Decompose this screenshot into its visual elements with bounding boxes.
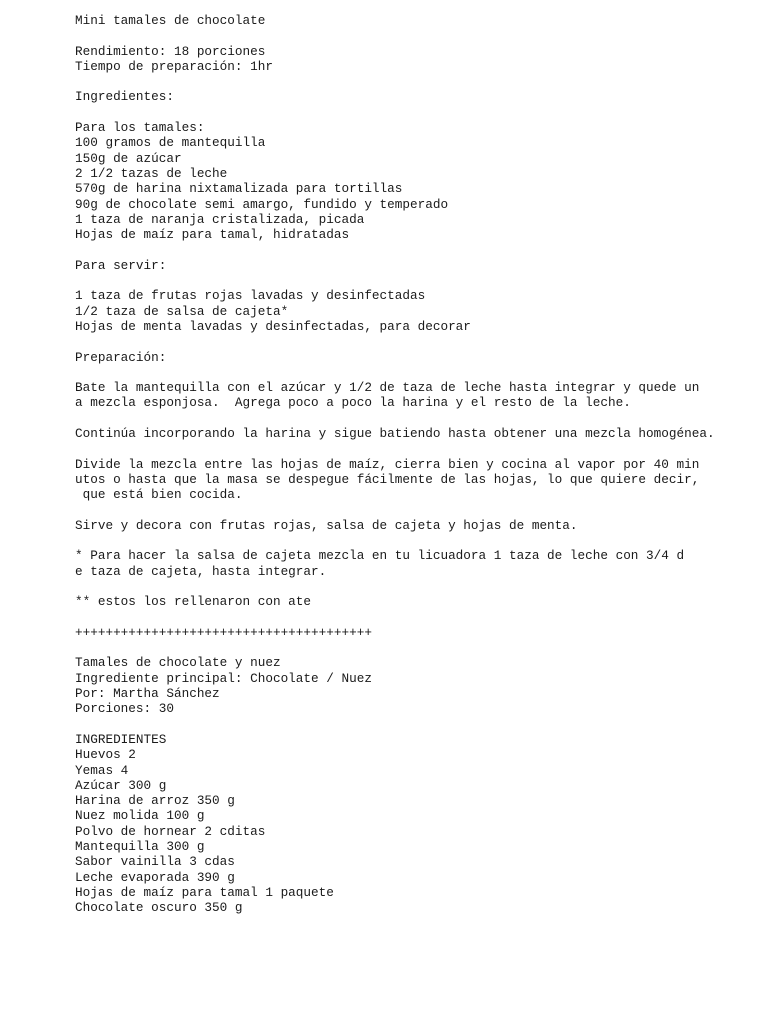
blank-line — [75, 441, 755, 456]
subsection-heading: Para servir: — [75, 257, 167, 273]
instruction-line: Divide la mezcla entre las hojas de maíz, cierra bien y cocina al vapor por 40 min — [75, 456, 700, 472]
blank-line — [75, 411, 755, 426]
ingredient-line: 90g de chocolate semi amargo, fundido y temperado — [75, 196, 449, 212]
blank-line — [75, 28, 755, 43]
second-recipe-title: Tamales de chocolate y nuez — [75, 655, 281, 671]
ingredient-line: Mantequilla 300 g — [75, 839, 205, 855]
footnote-line: * Para hacer la salsa de cajeta mezcla en tu licuadora 1 taza de leche con 3/4 d — [75, 548, 685, 564]
ingredient-line: Nuez molida 100 g — [75, 808, 205, 824]
instruction-line: Bate la mantequilla con el azúcar y 1/2 de taza de leche hasta integrar y quede un — [75, 380, 700, 396]
instruction-line: Sirve y decora con frutas rojas, salsa de cajeta y hojas de menta. — [75, 517, 578, 533]
instruction-line: que está bien cocida. — [75, 487, 243, 503]
section-heading-ingredients: Ingredientes: — [75, 89, 174, 105]
author-line: Por: Martha Sánchez — [75, 686, 220, 702]
recipe-document — [75, 13, 755, 916]
ingredient-line: 570g de harina nixtamalizada para tortillas — [75, 181, 403, 197]
blank-line — [75, 610, 755, 625]
blank-line — [75, 503, 755, 518]
section-heading-preparation: Preparación: — [75, 349, 167, 365]
ingredient-line: 2 1/2 tazas de leche — [75, 165, 228, 181]
blank-line — [75, 105, 755, 120]
ingredient-line: 150g de azúcar — [75, 150, 182, 166]
instruction-line: Continúa incorporando la harina y sigue batiendo hasta obtener una mezcla homogénea. — [75, 426, 715, 442]
ingredient-line: Hojas de maíz para tamal 1 paquete — [75, 884, 334, 900]
section-heading-ingredients: INGREDIENTES — [75, 731, 167, 747]
ingredient-line: Leche evaporada 390 g — [75, 869, 235, 885]
footnote-line: e taza de cajeta, hasta integrar. — [75, 563, 327, 579]
blank-line — [75, 334, 755, 349]
ingredient-line: Yemas 4 — [75, 762, 129, 778]
instruction-line: utos o hasta que la masa se despegue fácilmente de las hojas, lo que quiere decir, — [75, 471, 700, 487]
blank-line — [75, 579, 755, 594]
yield-line: Rendimiento: 18 porciones — [75, 43, 266, 59]
ingredient-line: Polvo de hornear 2 cditas — [75, 823, 266, 839]
servings-line: Porciones: 30 — [75, 701, 174, 717]
ingredient-line: 100 gramos de mantequilla — [75, 135, 266, 151]
prep-time-line: Tiempo de preparación: 1hr — [75, 58, 273, 74]
ingredient-line: Huevos 2 — [75, 747, 136, 763]
ingredient-line: 1 taza de naranja cristalizada, picada — [75, 211, 365, 227]
ingredient-line: 1 taza de frutas rojas lavadas y desinfectadas — [75, 288, 426, 304]
ingredient-line: Hojas de maíz para tamal, hidratadas — [75, 227, 350, 243]
main-ingredient-line: Ingrediente principal: Chocolate / Nuez — [75, 670, 372, 686]
separator-line: +++++++++++++++++++++++++++++++++++++++ — [75, 624, 372, 640]
note-line: ** estos los rellenaron con ate — [75, 594, 312, 610]
document-title: Mini tamales de chocolate — [75, 13, 266, 28]
blank-line — [75, 717, 755, 732]
ingredient-line: 1/2 taza de salsa de cajeta* — [75, 303, 289, 319]
blank-line — [75, 533, 755, 548]
blank-line — [75, 365, 755, 380]
blank-line — [75, 74, 755, 89]
ingredient-line: Chocolate oscuro 350 g — [75, 900, 243, 916]
ingredient-line: Harina de arroz 350 g — [75, 793, 235, 809]
ingredient-line: Sabor vainilla 3 cdas — [75, 854, 235, 870]
blank-line — [75, 640, 755, 655]
blank-line — [75, 273, 755, 288]
instruction-line: a mezcla esponjosa. Agrega poco a poco la harina y el resto de la leche. — [75, 395, 631, 411]
ingredient-line: Azúcar 300 g — [75, 777, 167, 793]
blank-line — [75, 242, 755, 257]
subsection-heading: Para los tamales: — [75, 120, 205, 136]
ingredient-line: Hojas de menta lavadas y desinfectadas, para decorar — [75, 318, 471, 334]
